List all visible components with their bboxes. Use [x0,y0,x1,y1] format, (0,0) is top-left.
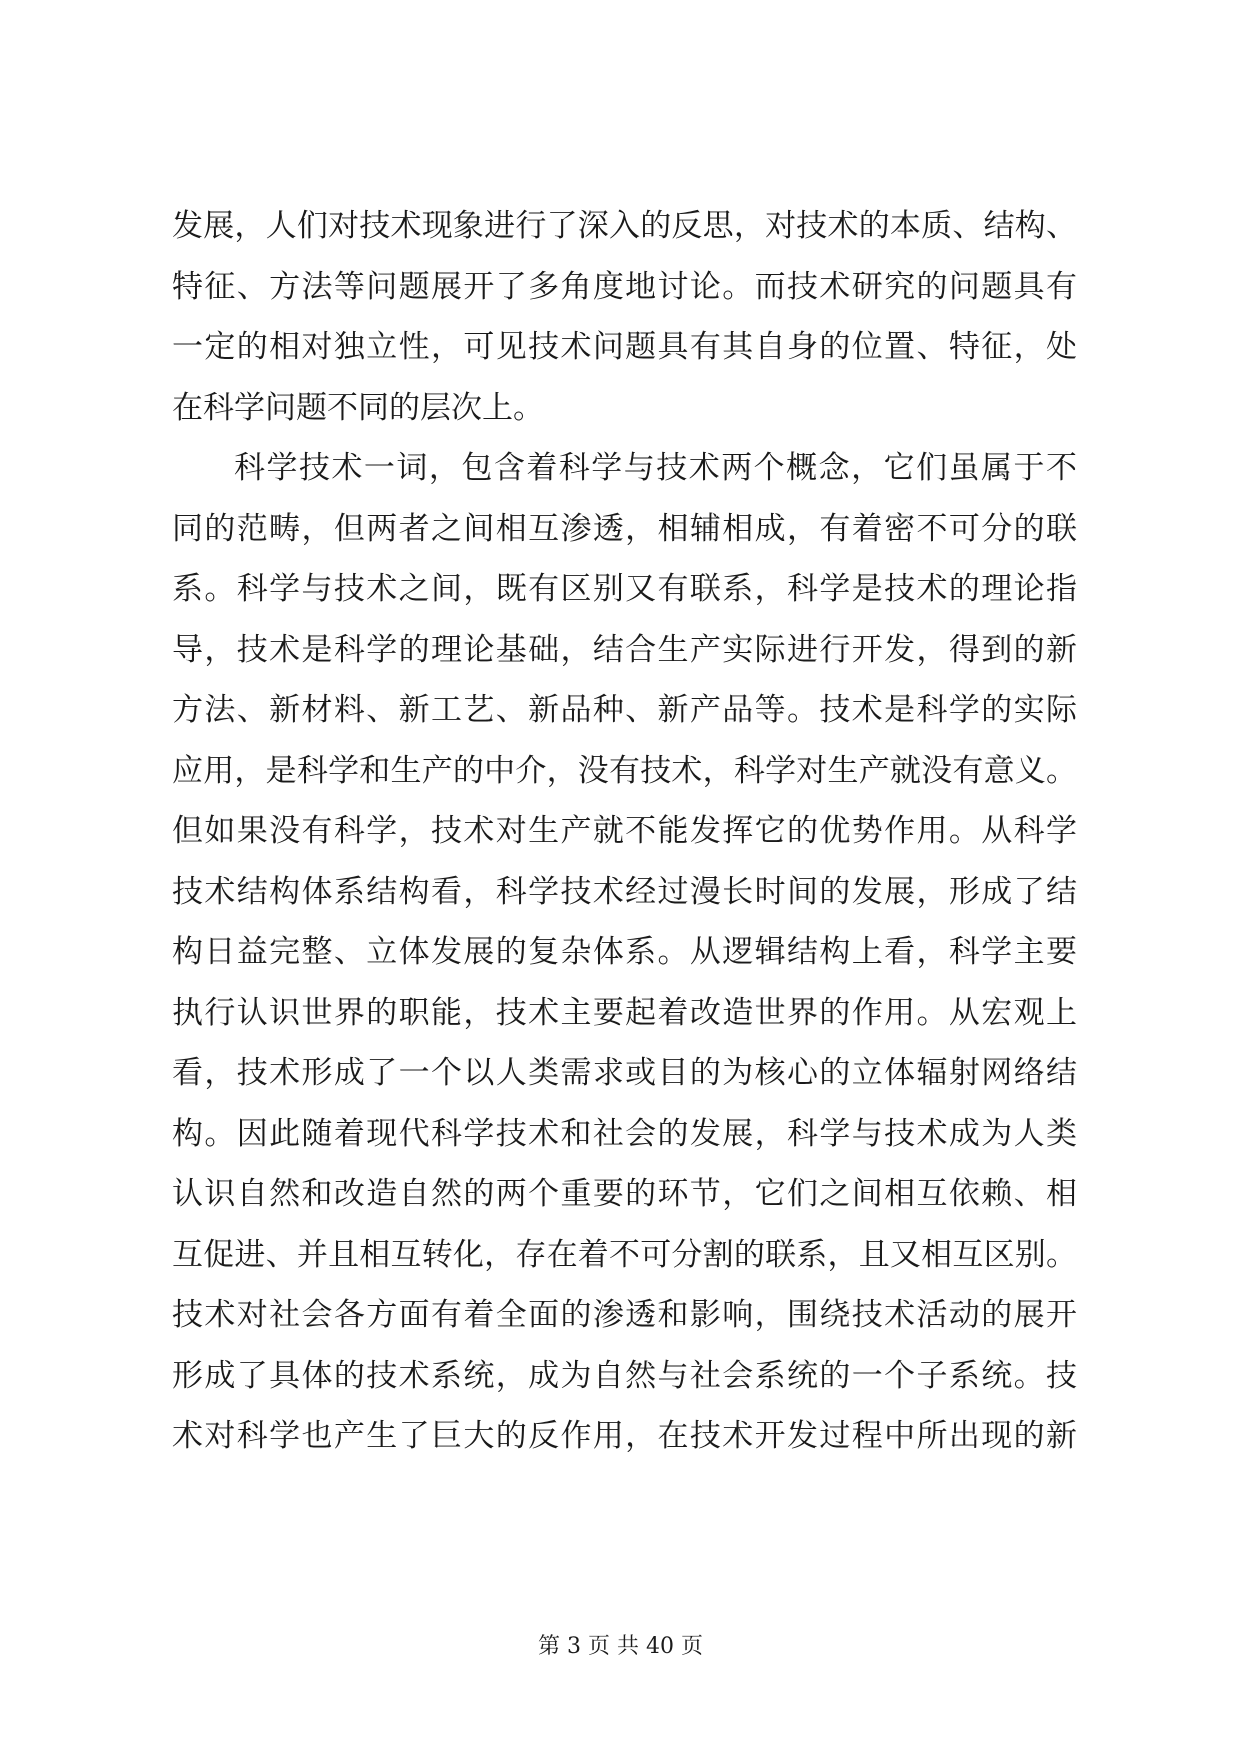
text-line: 特征、方法等问题展开了多角度地讨论。而技术研究的问题具有 [172,268,1077,305]
text-line: 系。科学与技术之间，既有区别又有联系，科学是技术的理论指 [172,571,1077,607]
text-line: 技术结构体系结构看，科学技术经过漫长时间的发展，形成了结 [172,873,1077,910]
text-line: 方法、新材料、新工艺、新品种、新产品等。技术是科学的实际 [172,692,1077,728]
text-line: 发展，人们对技术现象进行了深入的反思，对技术的本质、结构、 [172,208,1077,244]
text-line: 一定的相对独立性，可见技术问题具有其自身的位置、特征，处 [172,329,1077,365]
paragraph-1 [172,196,1077,438]
text-line: 认识自然和改造自然的两个重要的环节，它们之间相互依赖、相 [172,1176,1077,1212]
document-body [172,196,1077,1467]
text-line: 技术对社会各方面有着全面的渗透和影响，围绕技术活动的展开 [172,1297,1077,1333]
page-number-footer: 第 3 页 共 40 页 [538,1634,703,1659]
text-line: 互促进、并且相互转化，存在着不可分割的联系，且又相互区别。 [172,1236,1077,1273]
text-line: 构日益完整、立体发展的复杂体系。从逻辑结构上看，科学主要 [172,934,1077,970]
text-line: 导，技术是科学的理论基础，结合生产实际进行开发，得到的新 [172,631,1077,668]
text-line: 在科学问题不同的层次上。 [172,389,544,426]
text-line: 构。因此随着现代科学技术和社会的发展，科学与技术成为人类 [172,1115,1077,1152]
text-line: 看，技术形成了一个以人类需求或目的为核心的立体辐射网络结 [172,1055,1077,1091]
paragraph-2 [172,438,1077,1467]
text-line: 执行认识世界的职能，技术主要起着改造世界的作用。从宏观上 [172,994,1077,1031]
text-line: 科学技术一词，包含着科学与技术两个概念，它们虽属于不 [234,450,1077,486]
text-line: 术对科学也产生了巨大的反作用，在技术开发过程中所出现的新 [172,1418,1077,1454]
text-line: 但如果没有科学，技术对生产就不能发挥它的优势作用。从科学 [172,813,1077,849]
text-line: 同的范畴，但两者之间相互渗透，相辅相成，有着密不可分的联 [172,510,1077,547]
text-line: 形成了具体的技术系统，成为自然与社会系统的一个子系统。技 [172,1357,1077,1394]
text-line: 应用，是科学和生产的中介，没有技术，科学对生产就没有意义。 [172,752,1077,789]
